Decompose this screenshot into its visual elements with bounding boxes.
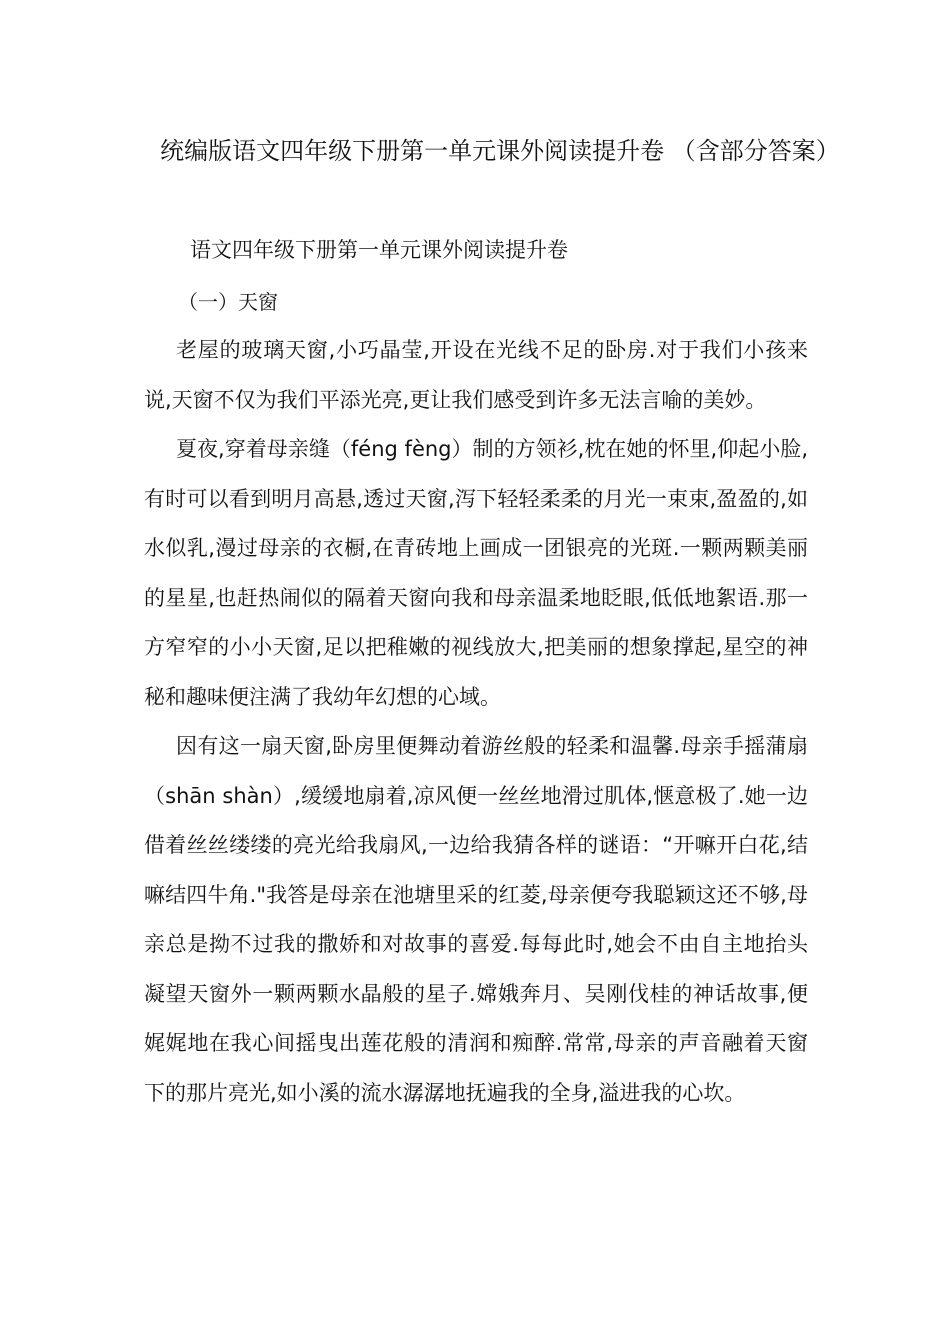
article-body (144, 326, 808, 1118)
paragraph-3: 因有这一扇天窗,卧房里便舞动着游丝般的轻柔和温馨.母亲手摇蒲扇（shān shàn）,缓缓地扇着,凉风便一丝丝地滑过肌体,惬意极了.她一边借着丝丝缕缕的亮光给我扇风,一边给我猜各样的谜语：“开嘛开白花,结嘛结四牛角."我答是母亲在池塘里采的红菱,母亲便夸我聪颖这还不够,母亲总是拗不过我的撒娇和对故事的喜爱.每每此时,她会不由自主地抬头凝望天窗外一颗两颗水晶般的星子.嫦娥奔月、吴刚伐桂的神话故事,便娓娓地在我心间摇曳出莲花般的清润和痴醉.常常,母亲的声音融着天窗下的那片亮光,如小溪的流水潺潺地抚遍我的全身,溢进我的心坎。 (144, 734, 808, 1105)
section-heading: （一）天窗 (178, 290, 278, 314)
document-title: 统编版语文四年级下册第一单元课外阅读提升卷 （含部分答案） (160, 137, 840, 165)
paragraph-2: 夏夜,穿着母亲缝（féng fèng）制的方领衫,枕在她的怀里,仰起小脸,有时可以看到明月高悬,透过天窗,泻下轻轻柔柔的月光一束束,盈盈的,如水似乳,漫过母亲的衣橱,在青砖地上画成一团银亮的光斑.一颗两颗美丽的星星,也赶热闹似的隔着天窗向我和母亲温柔地眨眼,低低地絮语.那一方窄窄的小小天窗,足以把稚嫩的视线放大,把美丽的想象撑起,星空的神秘和趣味便注满了我幼年幻想的心域。 (144, 437, 808, 709)
document-subtitle: 语文四年级下册第一单元课外阅读提升卷 (190, 238, 568, 262)
paragraph-1: 老屋的玻璃天窗,小巧晶莹,开设在光线不足的卧房.对于我们小孩来说,天窗不仅为我们平添光亮,更让我们感受到许多无法言喻的美妙。 (144, 338, 808, 412)
